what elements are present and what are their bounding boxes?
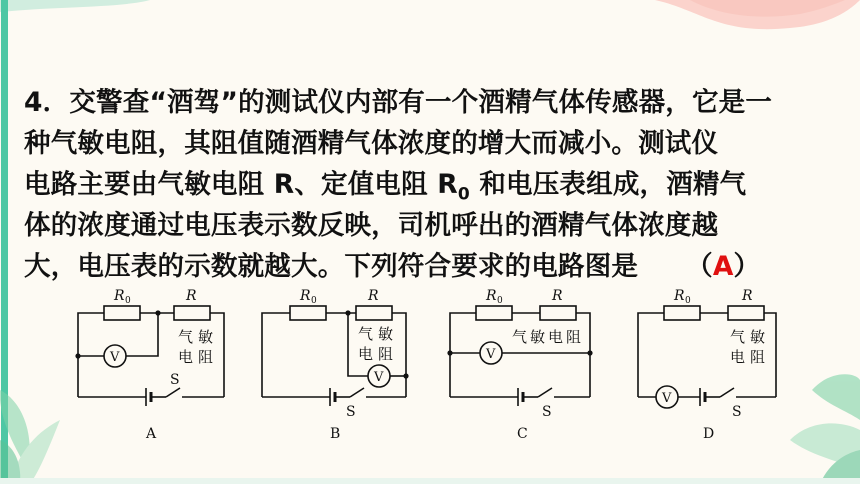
svg-text:0: 0	[125, 296, 131, 306]
switch-label: S	[542, 404, 552, 420]
question-line-3: 电路主要由气敏电阻 R、定值电阻 $R_0$ 和电压表组成，酒精气	[24, 169, 747, 205]
svg-text:阻: 阻	[750, 348, 766, 366]
switch	[350, 388, 364, 397]
r-label: R	[742, 288, 753, 304]
caption-c: C	[517, 426, 528, 442]
circuit-c	[450, 306, 590, 406]
svg-text:阻: 阻	[198, 348, 214, 366]
resistor-r-sensor	[174, 306, 210, 320]
resistor-r0	[104, 306, 140, 320]
switch	[538, 388, 552, 397]
switch-label: S	[732, 404, 742, 420]
question-number: 4．	[24, 87, 70, 118]
svg-text:阻: 阻	[378, 345, 394, 363]
svg-text:敏: 敏	[378, 325, 394, 343]
question-line-5: 大，电压表的示数就越大。下列符合要求的电路图是 （A）	[24, 251, 761, 282]
svg-text:电: 电	[178, 348, 194, 366]
voltmeter-label: V	[486, 347, 496, 362]
question-line-2: 种气敏电阻，其阻值随酒精气体浓度的增大而减小。测试仪	[24, 128, 719, 159]
resistor-r-sensor	[540, 306, 576, 320]
r0-label: R	[486, 288, 497, 304]
voltmeter-label: V	[110, 350, 120, 365]
svg-text:0: 0	[685, 296, 691, 306]
answer-letter: A	[712, 251, 734, 282]
svg-text:敏: 敏	[750, 328, 766, 346]
switch	[720, 388, 734, 397]
answer-paren-close: ）	[733, 251, 761, 282]
r0-label: R	[674, 288, 685, 304]
resistor-r0	[476, 306, 512, 320]
svg-text:电: 电	[730, 348, 746, 366]
voltmeter-label: V	[374, 370, 384, 385]
r-label: R	[368, 288, 379, 304]
r-label: R	[552, 288, 563, 304]
r0-label: R	[300, 288, 311, 304]
sensor-label: 气敏电阻	[512, 328, 585, 346]
switch-label: S	[170, 372, 180, 388]
svg-text:电: 电	[358, 345, 374, 363]
answer-paren-open: （	[686, 251, 713, 282]
r-label: R	[186, 288, 197, 304]
question-line-1: 4．交警查“酒驾”的测试仪内部有一个酒精气体传感器，它是一	[24, 87, 773, 118]
resistor-r0	[290, 306, 326, 320]
sensor-label: 气	[358, 325, 374, 343]
resistor-r-sensor	[356, 306, 392, 320]
sensor-label: 气	[730, 328, 746, 346]
caption-b: B	[330, 426, 341, 442]
svg-text:0: 0	[497, 296, 503, 306]
r0-label: R	[114, 288, 125, 304]
svg-text:敏: 敏	[198, 328, 214, 346]
question-line-4: 体的浓度通过电压表示数反映，司机呼出的酒精气体浓度越	[24, 210, 719, 241]
resistor-r0	[664, 306, 700, 320]
voltmeter-label: V	[662, 391, 672, 406]
caption-a: A	[146, 426, 157, 442]
switch	[166, 388, 180, 397]
sensor-label: 气	[178, 328, 194, 346]
caption-d: D	[703, 426, 715, 442]
svg-text:0: 0	[311, 296, 317, 306]
resistor-r-sensor	[728, 306, 764, 320]
switch-label: S	[346, 404, 356, 420]
